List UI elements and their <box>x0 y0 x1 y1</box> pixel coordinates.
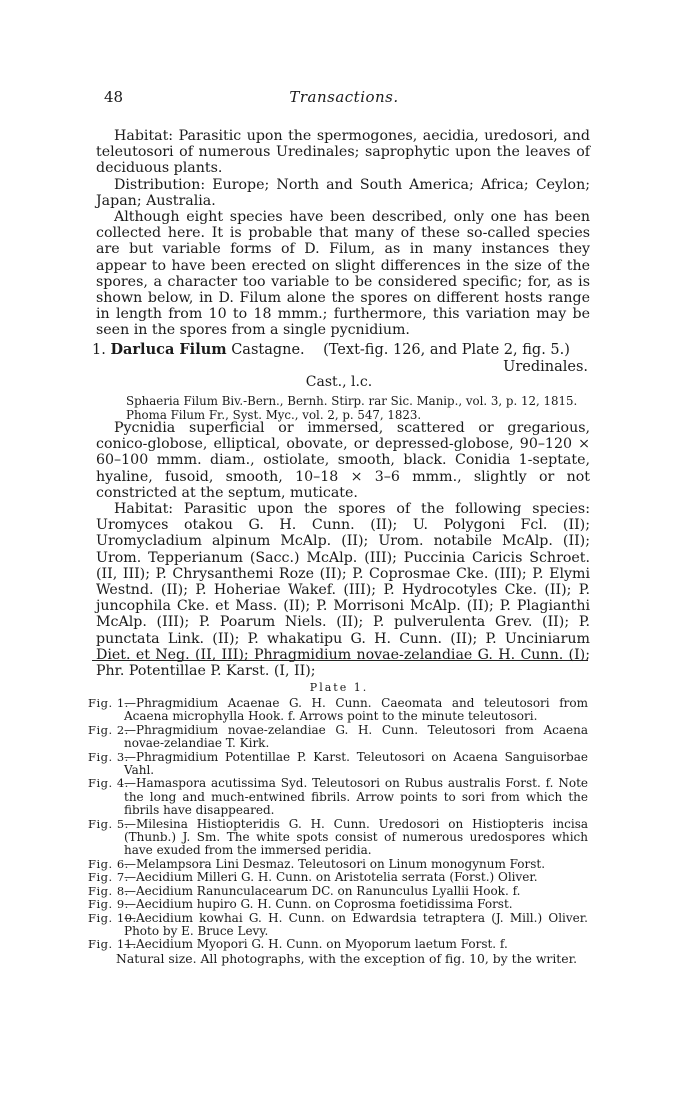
figure-label: Fig. 3. <box>88 749 129 764</box>
figure-caption <box>88 777 588 817</box>
plate-title: Plate 1. <box>309 681 369 694</box>
figure-label: Fig. 10. <box>88 910 137 925</box>
figure-label: Fig. 11. <box>88 937 137 952</box>
figure-label: Fig. 2. <box>88 722 129 737</box>
figure-label: Fig. 1. <box>88 696 129 710</box>
caption-text: —Phragmidium Acaenae G. H. Cunn. Caeomata and teleutosori from Acaena microphylla Hook. f. Arrows point to the minute teleutosori. <box>124 696 588 724</box>
plate-legend <box>88 697 588 952</box>
caption-text: —Melampsora Lini Desmaz. Teleutosori on Linum monogynum Forst. <box>124 856 546 871</box>
caption-text: —Phragmidium Potentillae P. Karst. Teleutosori on Acaena Sanguisorbae Vahl. <box>124 749 588 778</box>
page-header <box>104 88 584 108</box>
figure-label: Fig. 9. <box>88 897 129 912</box>
page-number: 48 <box>104 88 124 106</box>
host-list-paragraph: Habitat: Parasitic upon the spores of the following species: Uromyces otakou G. H. Cunn. (II); U. Polygoni Fcl. (II); Uromycladium alpinum McAlp. (II); Urom. notabile McAlp. (II); Urom. Tepperianum (Sacc.) McAlp. (III); Puccinia Caricis Schroet. (II, III); P. Chrysanthemi Roze (II); P. Coprosmae Cke. (III); P. Elymi Westnd. (II); P. Hoheriae Wakef. (III); P. Hydrocotyles Cke. (II); P. juncophila Cke. et Mass. (II); P. Morrisoni McAlp. (II); P. Plagianthi McAlp. (III); P. Poarum Niels. (II); P. pulverulenta Grev. (II); P. punctata Link. (II); P. whakatipu G. H. Cunn. (II); P. Unciniarum Diet. et Neg. (II, III); Phragmidium novae-zelandiae G. H. Cunn. (I); Phr. Potentillae P. Karst. (I, II); <box>96 501 590 680</box>
species-heading <box>92 341 588 376</box>
synonym-list <box>104 394 590 422</box>
caption-text: —Aecidium Milleri G. H. Cunn. on Aristotelia serrata (Forst.) Oliver. <box>124 870 538 885</box>
caption-text: —Aecidium kowhai G. H. Cunn. on Edwardsia tetraptera (J. Mill.) Oliver. Photo by E. Bruce Levy. <box>124 910 588 938</box>
genus-notes <box>96 128 590 339</box>
figure-label: Fig. 7. <box>88 870 129 885</box>
species-citation: Cast., l.c. <box>305 374 373 390</box>
figure-caption <box>88 724 588 751</box>
figure-caption <box>88 871 588 884</box>
caption-text: —Milesina Histiopteridis G. H. Cunn. Uredosori on Histiopteris incisa (Thunb.) J. Sm. The white spots consist of numerous uredospores which have exuded from the immersed peridia. <box>124 816 588 858</box>
caption-text: —Aecidium Myopori G. H. Cunn. on Myoporum laetum Forst. f. <box>124 937 508 952</box>
caption-text: —Hamaspora acutissima Syd. Teleutosori on Rubus australis Forst. f. Note the long and much-entwined fibrils. Arrow points to sori from which the fibrils have disappeared. <box>124 776 588 818</box>
caption-text: —Phragmidium novae-zelandiae G. H. Cunn. Teleutosori from Acaena novae-zelandiae T. Kirk. <box>124 722 588 751</box>
running-title: Transactions. <box>289 88 399 106</box>
habitat-paragraph: Habitat: Parasitic upon the spermogones, aecidia, uredosori, and teleutosori of numerous Uredinales; saprophytic upon the leaves of deciduous plants. <box>96 128 590 177</box>
caption-text: —Aecidium hupiro G. H. Cunn. on Coprosma foetidissima Forst. <box>124 897 513 912</box>
figure-label: Fig. 6. <box>88 856 129 871</box>
species-note-paragraph: Although eight species have been described, only one has been collected here. It is probable that many of these so-called species are but variable forms of D. Filum, as in many instances they appear to have been erected on slight differences in the size of the spores, a character too variable to be considered specific; for, as is shown below, in D. Filum alone the spores on different hosts range in length from 10 to 18 mmm.; furthermore, this variation may be seen in the spores from a single pycnidium. <box>96 209 590 339</box>
figure-caption <box>88 912 588 939</box>
figure-label: Fig. 8. <box>88 883 129 898</box>
description-paragraph: Pycnidia superficial or immersed, scattered or gregarious, conico-globose, elliptical, obovate, or depressed-globose, 90–120 × 60–100 mmm. diam., ostiolate, smooth, black. Conidia 1-septate, hyaline, fusoid, smooth, 10–18 × 3–6 mmm., slightly or not constricted at the septum, muticate. <box>96 420 590 501</box>
figure-caption <box>88 751 588 778</box>
distribution-paragraph: Distribution: Europe; North and South America; Africa; Ceylon; Japan; Australia. <box>96 176 590 209</box>
species-figure-ref: (Text-fig. 126, and Plate 2, fig. 5.) <box>323 342 570 358</box>
figure-caption <box>88 818 588 858</box>
figure-label: Fig. 5. <box>88 816 129 831</box>
species-description <box>96 420 590 679</box>
figure-caption <box>88 938 588 951</box>
species-number: 1. <box>92 342 106 358</box>
section-divider <box>92 660 588 661</box>
synonym-entry: Sphaeria Filum Biv.-Bern., Bernh. Stirp. rar Sic. Manip., vol. 3, p. 12, 1815. <box>126 394 578 408</box>
caption-text: —Aecidium Ranunculacearum DC. on Ranunculus Lyallii Hook. f. <box>124 883 521 898</box>
species-order: Uredinales. <box>503 359 588 375</box>
figure-caption <box>88 697 588 724</box>
figure-caption <box>88 885 588 898</box>
figure-caption <box>88 858 588 871</box>
species-author: Castagne. <box>231 342 305 358</box>
plate-note: Natural size. All photographs, with the exception of fig. 10, by the writer. <box>116 951 578 966</box>
figure-label: Fig. 4. <box>88 776 129 791</box>
synonym-entry: Phoma Filum Fr., Syst. Myc., vol. 2, p. 547, 1823. <box>126 408 422 422</box>
species-name: Darluca Filum <box>110 341 227 358</box>
figure-caption <box>88 898 588 911</box>
